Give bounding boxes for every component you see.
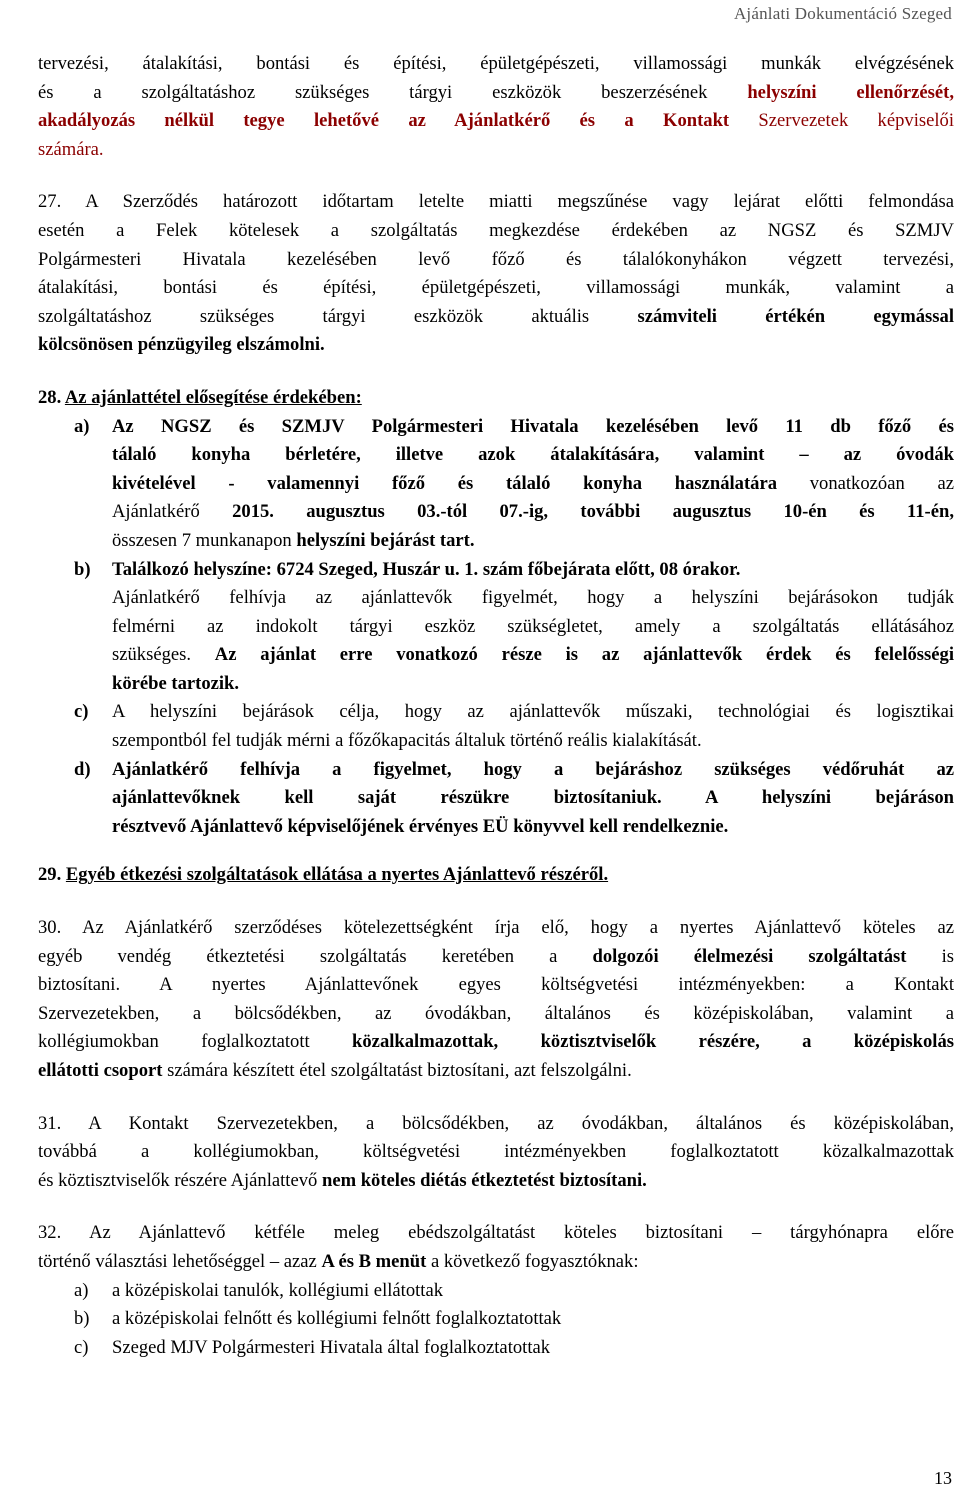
text-line: történő választási lehetőséggel – azaz A és B menüt a következő fogyasztóknak: [38,1250,639,1272]
list-item-a [38,413,954,556]
text-line: összesen 7 munkanapon helyszíni bejárást tart. [112,529,475,551]
text-line: Szeged MJV Polgármesteri Hivatala által foglalkoztatottak [112,1336,551,1358]
text-line: Szervezetekben, a bölcsődékben, az óvodákban, általános és középiskolában, valamint a [38,1002,954,1024]
text-line: A helyszíni bejárások célja, hogy az ajánlattevők műszaki, technológiai és logisztikai [112,701,954,723]
paragraph-29-heading: 29. Egyéb étkezési szolgáltatások ellátása a nyertes Ajánlattevő részéről. [38,864,609,886]
text-line: tálaló konyha bérletére, illetve azok átalakítására, valamint – az óvodák [112,444,954,466]
text-line: továbbá a kollégiumokban, költségvetési intézményekben foglalkoztatott közalkalmazottak [38,1141,954,1163]
text-line: átalakítási, bontási és építési, épületgépészeti, villamossági munkák, valamint a [38,277,954,299]
intro-line: akadályozás nélkül tegye lehetővé az Ajánlatkérő és a Kontakt Szervezetek képviselői [38,110,954,132]
text-line: résztvevő Ajánlattevő képviselőjének érvényes EÜ könyvvel kell rendelkeznie. [112,815,729,837]
list-item-b [38,556,954,699]
paragraph-30 [38,914,954,1086]
text-line: 30. Az Ajánlatkérő szerződéses kötelezettségként írja elő, hogy a nyertes Ajánlattevő köteles az [38,917,954,939]
list-item-d [38,756,954,842]
text-line: kollégiumokban foglalkoztatott közalkalmazottak, köztisztviselők részére, a középiskolás [38,1031,954,1053]
text-line: ajánlattevőknek kell saját részükre biztosítaniuk. A helyszíni bejáráson [112,787,954,809]
text-line: egyéb vendég étkeztetési szolgáltatás keretében a dolgozói élelmezési szolgáltatást is [38,945,954,967]
list-label: c) [74,701,89,723]
text-line: 32. Az Ajánlattevő kétféle meleg ebédszolgáltatást köteles biztosítani – tárgyhónapra előre [38,1222,954,1244]
intro-line: és a szolgáltatáshoz szükséges tárgyi eszközök beszerzésének helyszíni ellenőrzését, [38,81,954,103]
text-line: 27. A Szerződés határozott időtartam letelte miatti megszűnése vagy lejárat előtti felmondása [38,191,954,213]
list-label: a) [74,415,90,437]
paragraph-32 [38,1219,954,1362]
page-header-title: Ajánlati Dokumentáció Szeged [733,4,952,23]
text-line: Polgármesteri Hivatala kezelésében levő főző és tálalókonyhákon végzett tervezési, [38,248,954,270]
intro-line: számára. [38,138,104,160]
list-label: a) [74,1279,89,1301]
section-heading: 28. Az ajánlattétel elősegítése érdekében: [38,386,362,408]
list-item-c [38,698,954,755]
text-line: szükséges. Az ajánlat erre vonatkozó része is az ajánlattevők érdek és felelősségi [112,644,954,666]
list-label: b) [74,558,91,580]
text-line: ellátotti csoport számára készített étel szolgáltatást biztosítani, azt felszolgálni. [38,1060,632,1081]
list-label: b) [74,1308,90,1330]
document-body [38,50,954,1362]
paragraph-27 [38,188,954,360]
paragraph-31 [38,1110,954,1196]
list-label: c) [74,1336,89,1358]
text-line: Ajánlatkérő 2015. augusztus 03.-tól 07.-ig, további augusztus 10-én és 11-én, [112,501,954,523]
text-line: szempontból fel tudják mérni a főzőkapacitás általuk történő reális kialakítását. [112,730,702,752]
emphasis: akadályozás nélkül tegye lehetővé az Ajánlatkérő és a Kontakt [38,110,730,132]
text-line: kivételével - valamennyi főző és tálaló konyha használatára vonatkozóan az [112,472,954,494]
page-number: 13 [934,1468,952,1488]
list-label: d) [74,758,91,780]
text-line: Találkozó helyszíne: 6724 Szeged, Huszár u. 1. szám főbejárata előtt, 08 órakor. [112,558,741,580]
text-line: a középiskolai tanulók, kollégiumi ellátottak [112,1279,443,1301]
text-line: szolgáltatáshoz szükséges tárgyi eszközök aktuális számviteli értékén egymással [38,305,954,327]
list-item [38,1277,954,1306]
text-line: körébe tartozik. [112,672,240,694]
list-item [38,1305,954,1334]
paragraph-28 [38,384,954,842]
text-line: Ajánlatkérő felhívja az ajánlattevők figyelmét, hogy a helyszíni bejárásokon tudják [112,587,954,609]
text-line: 31. A Kontakt Szervezetekben, a bölcsődékben, az óvodákban, általános és középiskolában, [38,1112,954,1134]
text-line: esetén a Felek kötelesek a szolgáltatás megkezdése érdekében az NGSZ és SZMJV [38,219,954,241]
emphasis: helyszíni ellenőrzését, [747,81,954,103]
emphasis: számviteli értékén egymással [637,305,954,327]
text-line: a középiskolai felnőtt és kollégiumi felnőtt foglalkoztatottak [112,1308,562,1330]
list-item [38,1334,954,1363]
intro-paragraph [38,50,954,164]
text-line: Az NGSZ és SZMJV Polgármesteri Hivatala kezelésében levő 11 db főző és [112,415,954,437]
intro-line: tervezési, átalakítási, bontási és építési, épületgépészeti, villamossági munkák elvégzésének [38,53,954,74]
text-line: felmérni az indokolt tárgyi eszköz szükségletet, amely a szolgáltatás ellátásához [112,615,954,637]
text-line: Ajánlatkérő felhívja a figyelmet, hogy a bejáráshoz szükséges védőruhát az [112,758,954,780]
text-line: kölcsönösen pénzügyileg elszámolni. [38,334,325,356]
text-line: biztosítani. A nyertes Ajánlattevőnek egyes költségvetési intézményekben: a Kontakt [38,974,954,996]
text-line: és köztisztviselők részére Ajánlattevő nem köteles diétás étkeztetést biztosítani. [38,1169,647,1191]
